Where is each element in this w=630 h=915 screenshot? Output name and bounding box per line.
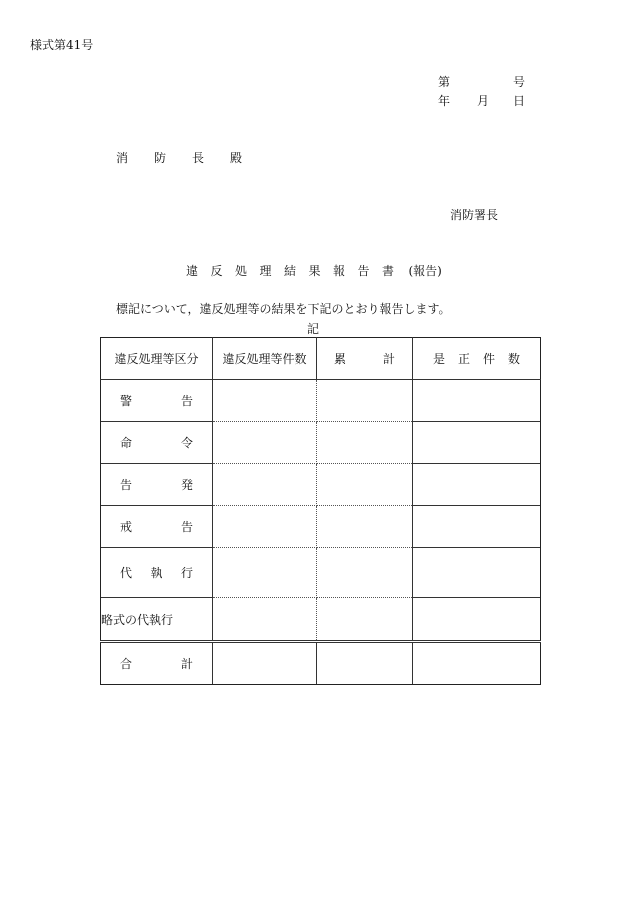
table-row (101, 422, 541, 464)
corrected-cell[interactable] (413, 422, 541, 464)
total-cumulative-cell[interactable] (317, 642, 413, 685)
header-cumulative-char: 計 (382, 352, 395, 366)
total-label (101, 642, 213, 685)
title-char: 果 (308, 264, 321, 278)
header-corrected-char: 是 (433, 352, 446, 366)
count-cell[interactable] (213, 422, 317, 464)
header-corrected-char: 件 (482, 352, 495, 366)
row-category-char: 告 (180, 394, 193, 408)
date-year-label: 年 (438, 94, 451, 108)
row-category-char: 令 (180, 436, 193, 450)
title-char: 告 (357, 264, 370, 278)
date-month-label: 月 (477, 94, 490, 108)
body-text: 標記について，違反処理等の結果を下記のとおり報告します。 (116, 302, 451, 316)
addressee (116, 151, 242, 165)
row-category-char: 警 (120, 394, 133, 408)
table-row (101, 464, 541, 506)
header-category: 違反処理等区分 (101, 338, 213, 380)
count-cell[interactable] (213, 598, 317, 642)
title-char: 書 (382, 264, 395, 278)
form-number: 様式第41号 (30, 38, 94, 52)
header-cumulative (317, 338, 413, 380)
table-row (101, 598, 541, 642)
title-char: 報 (333, 264, 346, 278)
cumulative-cell[interactable] (317, 464, 413, 506)
cumulative-cell[interactable] (317, 422, 413, 464)
total-label-char: 計 (180, 657, 193, 671)
corrected-cell[interactable] (413, 598, 541, 642)
header-corrected-char: 正 (457, 352, 470, 366)
doc-number-suffix: 号 (513, 75, 526, 89)
count-cell[interactable] (213, 548, 317, 598)
row-category-char: 行 (180, 566, 193, 580)
title-paren: (報告) (408, 264, 442, 278)
row-category-char: 代 (120, 566, 133, 580)
addressee-char: 消 (116, 151, 129, 165)
row-category (101, 422, 213, 464)
count-cell[interactable] (213, 506, 317, 548)
sender: 消防署長 (450, 208, 499, 222)
header-cumulative-char: 累 (334, 352, 347, 366)
corrected-cell[interactable] (413, 506, 541, 548)
total-corrected-cell[interactable] (413, 642, 541, 685)
row-category-char: 発 (180, 478, 193, 492)
cumulative-cell[interactable] (317, 380, 413, 422)
row-category (101, 548, 213, 598)
total-row (101, 642, 541, 685)
row-category-char: 執 (150, 566, 163, 580)
row-category-char: 戒 (120, 520, 133, 534)
header-corrected-char: 数 (507, 352, 520, 366)
row-category-char: 告 (120, 478, 133, 492)
ki-label: 記 (307, 322, 320, 336)
addressee-char: 殿 (229, 151, 242, 165)
title-char: 違 (186, 264, 199, 278)
corrected-cell[interactable] (413, 548, 541, 598)
header-corrected (413, 338, 541, 380)
count-cell[interactable] (213, 464, 317, 506)
total-count-cell[interactable] (213, 642, 317, 685)
row-category-char: 告 (180, 520, 193, 534)
title-char: 処 (235, 264, 248, 278)
title-char: 反 (210, 264, 223, 278)
title-char: 結 (284, 264, 297, 278)
title-char: 理 (259, 264, 272, 278)
header-count: 違反処理等件数 (213, 338, 317, 380)
table-row (101, 380, 541, 422)
row-category-char: 命 (120, 436, 133, 450)
corrected-cell[interactable] (413, 464, 541, 506)
cumulative-cell[interactable] (317, 548, 413, 598)
addressee-char: 防 (153, 151, 166, 165)
cumulative-cell[interactable] (317, 598, 413, 642)
report-table (100, 337, 541, 685)
document-title (186, 264, 442, 278)
row-category: 略式の代執行 (101, 598, 213, 642)
corrected-cell[interactable] (413, 380, 541, 422)
header-row (101, 338, 541, 380)
row-category (101, 380, 213, 422)
addressee-char: 長 (191, 151, 204, 165)
total-label-char: 合 (120, 657, 133, 671)
cumulative-cell[interactable] (317, 506, 413, 548)
date-day-label: 日 (513, 94, 526, 108)
table-row (101, 506, 541, 548)
row-category (101, 464, 213, 506)
doc-number-label: 第 (438, 75, 451, 89)
count-cell[interactable] (213, 380, 317, 422)
table-row (101, 548, 541, 598)
row-category (101, 506, 213, 548)
